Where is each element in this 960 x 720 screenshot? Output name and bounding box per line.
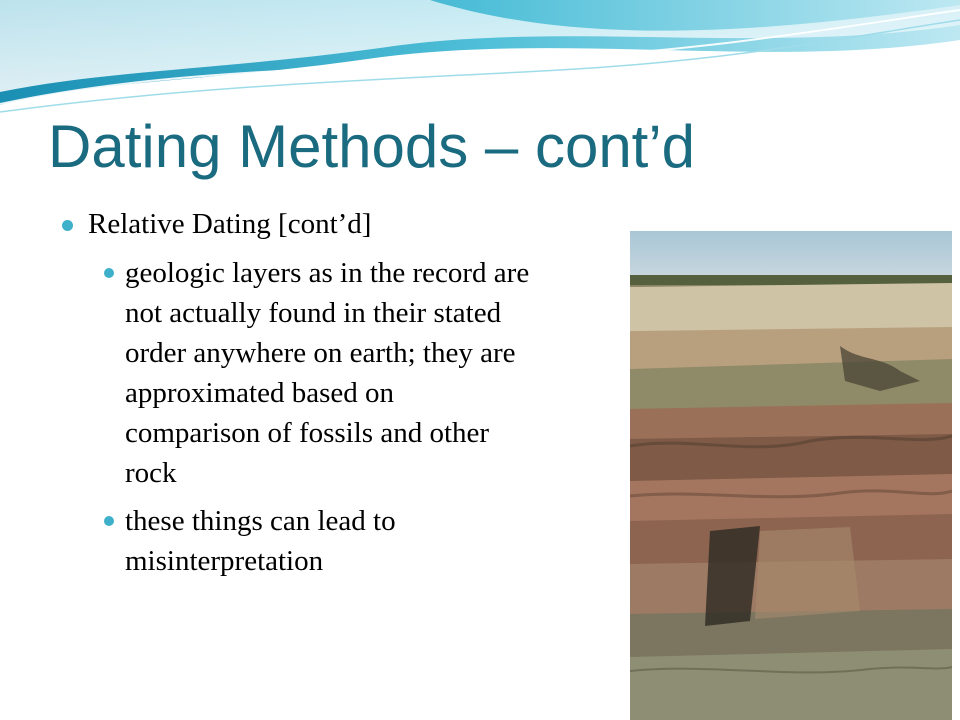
sub-bullet-text: these things can lead to misinterpretation bbox=[125, 505, 396, 577]
bullet-text: Relative Dating [cont’d] bbox=[88, 208, 372, 240]
slide-content bbox=[62, 205, 532, 589]
slide-title: Dating Methods – cont’d bbox=[48, 113, 696, 180]
canyon-strata-illustration bbox=[630, 231, 952, 720]
canyon-photo bbox=[630, 231, 952, 720]
bullet-dot-icon bbox=[62, 220, 73, 231]
bullet-item bbox=[62, 205, 532, 243]
header-wave-decoration bbox=[0, 0, 960, 130]
bullet-dot-icon bbox=[104, 268, 114, 278]
bullet-dot-icon bbox=[104, 516, 114, 526]
sub-bullet-item bbox=[100, 253, 532, 493]
sub-bullet-item bbox=[100, 501, 532, 581]
sub-bullet-text: geologic layers as in the record are not actually found in their stated order anywhere on earth; they are approximated based on comparison of fossils and other rock bbox=[125, 257, 530, 489]
